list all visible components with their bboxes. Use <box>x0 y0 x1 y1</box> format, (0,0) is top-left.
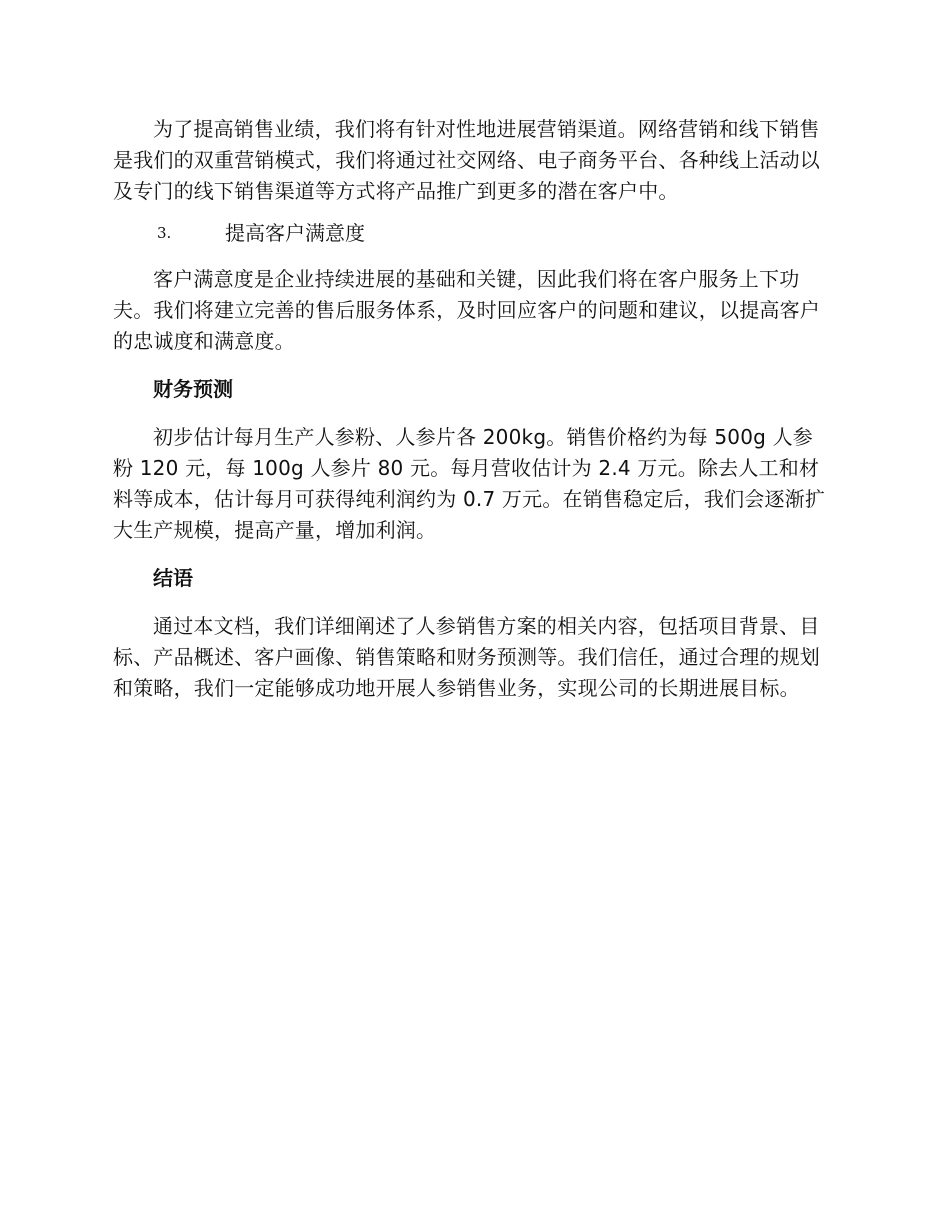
list-item-text: 提高客户满意度 <box>225 221 365 245</box>
paragraph-marketing-channels: 为了提高销售业绩，我们将有针对性地进展营销渠道。网络营销和线下销售是我们的双重营销模式，我们将通过社交网络、电子商务平台、各种线上活动以及专门的线下销售渠道等方式将产品推广到更多的潜在客户中。 <box>113 117 820 203</box>
document-body <box>113 114 833 704</box>
paragraph-financial-forecast: 初步估计每月生产人参粉、人参片各 200kg。销售价格约为每 500g 人参粉 120 元，每 100g 人参片 80 元。每月营收估计为 2.4 万元。除去人工和材料等成本，估计每月可获得纯利润约为 0.7 万元。在销售稳定后，我们会逐渐扩大生产规模，提高产量，增加利润。 <box>113 425 826 542</box>
list-item-customer-satisfaction <box>157 218 833 249</box>
heading-financial-forecast: 财务预测 <box>153 377 233 401</box>
paragraph-conclusion: 通过本文档，我们详细阐述了人参销售方案的相关内容，包括项目背景、目标、产品概述、客户画像、销售策略和财务预测等。我们信任，通过合理的规划和策略，我们一定能够成功地开展人参销售业务，实现公司的长期进展目标。 <box>113 614 820 700</box>
paragraph-customer-satisfaction: 客户满意度是企业持续进展的基础和关键，因此我们将在客户服务上下功夫。我们将建立完善的售后服务体系，及时回应客户的问题和建议，以提高客户的忠诚度和满意度。 <box>113 267 820 353</box>
list-item-number: 3. <box>157 224 172 242</box>
heading-conclusion: 结语 <box>153 566 193 590</box>
